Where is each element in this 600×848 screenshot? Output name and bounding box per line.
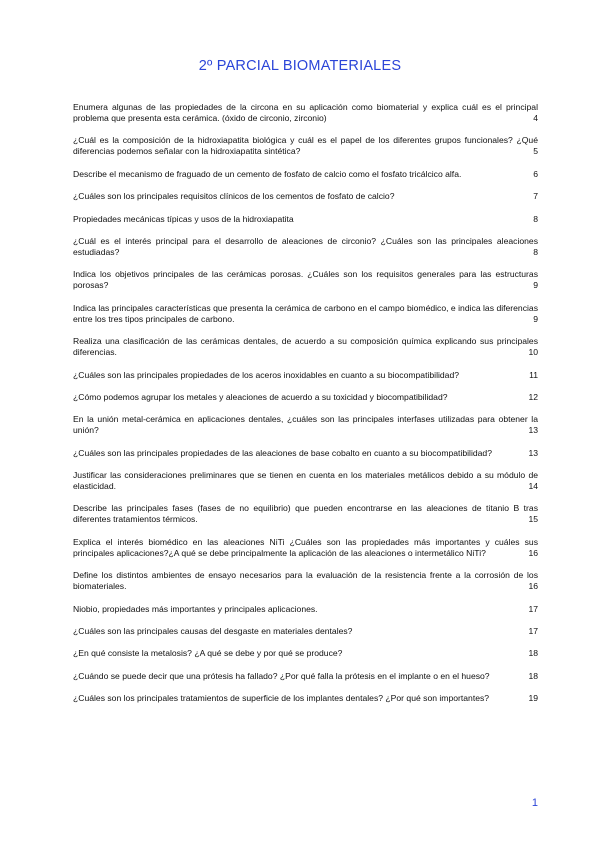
toc-entry-text: ¿Cuándo se puede decir que una prótesis ha fallado? ¿Por qué falla la prótesis en el implante o en el hueso? — [73, 670, 490, 681]
toc-entry-text: En la unión metal-cerámica en aplicaciones dentales, ¿cuáles son las principales interfases utilizadas para obtener la unión? — [73, 414, 538, 436]
toc-entry-text: Propiedades mecánicas típicas y usos de la hidroxiapatita — [73, 213, 294, 224]
toc-entry-page: 9 — [533, 280, 538, 291]
toc-entry[interactable] — [73, 169, 538, 180]
toc-entry-page: 16 — [528, 581, 538, 592]
toc-entry[interactable] — [73, 392, 538, 403]
toc-entry-text: ¿Cuáles son los principales tratamientos de superficie de los implantes dentales? ¿Por qué son importantes? — [73, 693, 490, 704]
toc-entry-page: 16 — [528, 547, 538, 558]
toc-entry[interactable] — [73, 470, 538, 492]
toc-entry-page: 15 — [528, 514, 538, 525]
toc-entry-page: 7 — [533, 191, 538, 202]
toc-entry-page: 9 — [533, 313, 538, 324]
toc-entry[interactable] — [73, 269, 538, 291]
toc-entry[interactable] — [73, 414, 538, 436]
toc-entry[interactable] — [73, 503, 538, 525]
toc-entry-text: Justificar las consideraciones preliminares que se tienen en cuenta en los materiales metálicos debido a su módulo de elasticidad. — [73, 470, 538, 492]
toc-entry-text: ¿Cuáles son las principales propiedades de los aceros inoxidables en cuanto a su biocompatibilidad? — [73, 369, 460, 380]
toc-entry-text: Describe el mecanismo de fraguado de un cemento de fosfato de calcio como el fosfato tricálcico alfa. — [73, 168, 462, 179]
toc-entry-page: 8 — [533, 213, 538, 224]
toc-entry-page: 8 — [533, 246, 538, 257]
toc-entry[interactable] — [73, 671, 538, 682]
toc-entry[interactable] — [73, 604, 538, 615]
toc-entry-text: ¿Cuál es la composición de la hidroxiapatita biológica y cuál es el papel de los diferentes grupos funcionales? ¿Qué diferencias podemos señalar con la hidroxiapatita sintética? — [73, 135, 538, 157]
toc-entry[interactable] — [73, 626, 538, 637]
toc-entry[interactable] — [73, 236, 538, 258]
toc-entry[interactable] — [73, 102, 538, 124]
toc-entry[interactable] — [73, 648, 538, 659]
toc-entry-text: Describe las principales fases (fases de no equilibrio) que pueden encontrarse en las aleaciones de titanio B tras diferentes tratamientos térmicos. — [73, 503, 538, 525]
toc-entry-text: Define los distintos ambientes de ensayo necesarios para la evaluación de la resistencia frente a la corrosión de los biomateriales. — [73, 570, 538, 592]
toc-entry[interactable] — [73, 303, 538, 325]
toc-entry[interactable] — [73, 214, 538, 225]
toc-entry-text: Enumera algunas de las propiedades de la circona en su aplicación como biomaterial y explica cuál es el principal problema que presenta esta cerámica. (óxido de circonio, zirconio) — [73, 102, 538, 123]
toc-entry[interactable] — [73, 370, 538, 381]
toc-entry-text: Niobio, propiedades más importantes y principales aplicaciones. — [73, 603, 318, 614]
toc-entry-page: 17 — [528, 626, 538, 637]
toc-entry-page: 14 — [528, 481, 538, 492]
toc-entry[interactable] — [73, 693, 538, 704]
toc-entry-text: ¿Cuáles son los principales requisitos clínicos de los cementos de fosfato de calcio? — [73, 191, 395, 202]
page-number: 1 — [531, 797, 538, 809]
toc-entry[interactable] — [73, 336, 538, 358]
toc-entry-text: ¿Cuál es el interés principal para el desarrollo de aleaciones de circonio? ¿Cuáles son las principales aleaciones estudiadas? — [73, 235, 538, 257]
toc-entry[interactable] — [73, 448, 538, 459]
toc-entry-text: Indica las principales características que presenta la cerámica de carbono en el campo biomédico, e indica las diferencias entre los tres tipos principales de carbono. — [73, 302, 538, 324]
toc-entry-page: 18 — [528, 648, 538, 659]
toc-entry-text: Realiza una clasificación de las cerámicas dentales, de acuerdo a su composición química explicando sus principales diferencias. — [73, 336, 538, 358]
toc-entry-page: 13 — [528, 425, 538, 436]
page-title: 2º PARCIAL BIOMATERIALES — [198, 58, 402, 74]
toc-entry-page: 17 — [528, 603, 538, 614]
toc-entry-page: 18 — [528, 670, 538, 681]
table-of-contents — [73, 102, 538, 716]
toc-entry-text: ¿Cuáles son las principales propiedades de las aleaciones de base cobalto en cuanto a su biocompatibilidad? — [73, 447, 492, 458]
toc-entry-page: 4 — [533, 113, 538, 123]
toc-entry-text: ¿Cuáles son las principales causas del desgaste en materiales dentales? — [73, 626, 353, 637]
toc-entry-text: ¿Cómo podemos agrupar los metales y aleaciones de acuerdo a su toxicidad y biocompatibilidad? — [73, 391, 448, 402]
toc-entry[interactable] — [73, 191, 538, 202]
toc-entry-page: 6 — [533, 168, 538, 179]
toc-entry-text: ¿En qué consiste la metalosis? ¿A qué se debe y por qué se produce? — [73, 648, 343, 659]
toc-entry-text: Indica los objetivos principales de las cerámicas porosas. ¿Cuáles son los requisitos generales para las estructuras porosas? — [73, 269, 538, 291]
toc-entry-page: 19 — [528, 693, 538, 704]
toc-entry[interactable] — [73, 537, 538, 559]
toc-entry-page: 11 — [529, 369, 538, 380]
toc-entry-page: 13 — [528, 447, 538, 458]
toc-entry-page: 5 — [533, 146, 538, 157]
toc-entry-text: Explica el interés biomédico en las aleaciones NiTi ¿Cuáles son las propiedades más importantes y cuáles sus principales aplicaciones?¿A qué se debe principalmente la aplicación de las aleaciones o intermetálico NiTi? — [73, 536, 538, 558]
toc-entry-page: 12 — [528, 391, 538, 402]
toc-entry[interactable] — [73, 135, 538, 157]
toc-entry-page: 10 — [528, 347, 538, 358]
toc-entry[interactable] — [73, 570, 538, 592]
